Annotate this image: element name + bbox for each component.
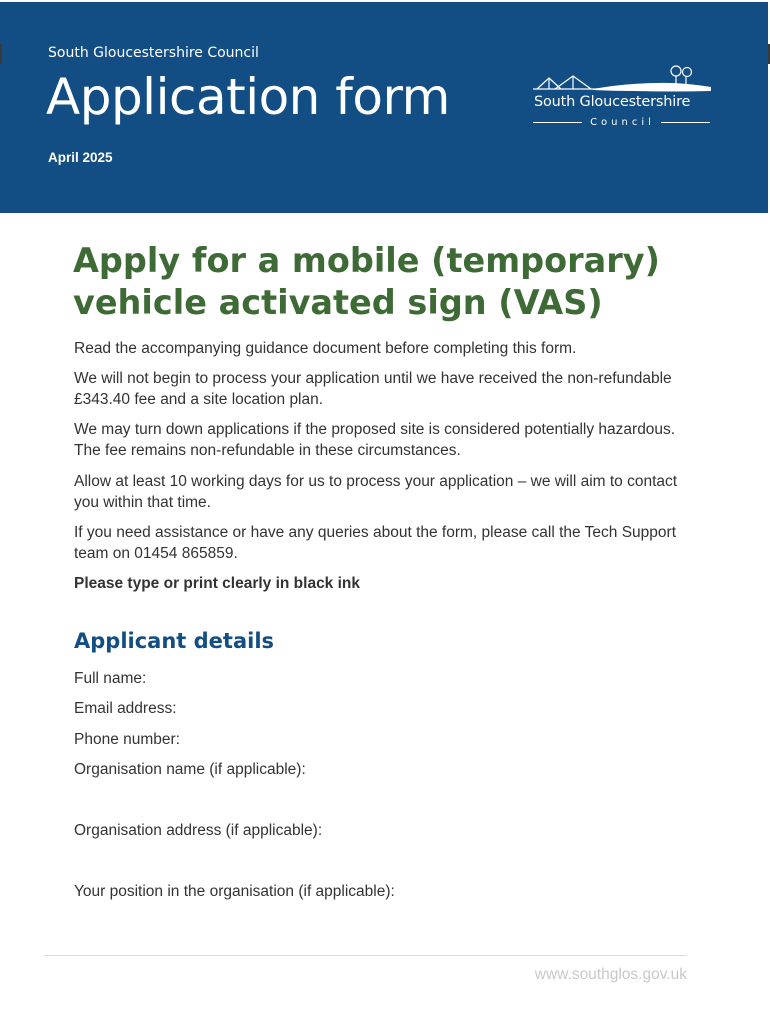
organisation-name-field[interactable]: Organisation name (if applicable):: [74, 761, 306, 778]
logo-rule-right: [661, 122, 710, 123]
footer-divider: [44, 955, 687, 956]
logo-subtitle: [533, 115, 710, 129]
form-type-title: Application form: [46, 68, 450, 126]
bridge-and-trees-logo-icon: [533, 62, 713, 96]
intro-paragraph-guidance: Read the accompanying guidance document before completing this form.: [74, 340, 577, 357]
document-title: Apply for a mobile (temporary) vehicle activated sign (VAS): [73, 241, 660, 322]
intro-paragraph-fee: We will not begin to process your application until we have received the non-refundable £343.40 fee and a site location plan.: [74, 370, 672, 408]
logo-rule-left: [533, 122, 582, 123]
form-date: April 2025: [48, 150, 113, 165]
intro-paragraph-hazard: We may turn down applications if the proposed site is considered potentially hazardous. The fee remains non-refundable in these circumstances.: [74, 421, 676, 459]
council-logo: [533, 62, 713, 132]
phone-number-field[interactable]: Phone number:: [74, 731, 180, 748]
logo-subtitle-text: Council: [590, 116, 655, 128]
organisation-name: South Gloucestershire Council: [48, 45, 259, 61]
applicant-details-heading: Applicant details: [74, 629, 275, 653]
header-banner: [0, 2, 768, 213]
page-edge-marker: [0, 44, 2, 64]
ink-instruction: Please type or print clearly in black ink: [74, 575, 361, 592]
email-address-field[interactable]: Email address:: [74, 700, 177, 717]
intro-paragraph-support: If you need assistance or have any queries about the form, please call the Tech Support team on 01454 865859.: [74, 524, 677, 562]
organisation-address-field[interactable]: Organisation address (if applicable):: [74, 822, 323, 839]
logo-name: South Gloucestershire: [534, 94, 691, 110]
full-name-field[interactable]: Full name:: [74, 670, 147, 687]
footer-website: www.southglos.gov.uk: [534, 966, 687, 983]
organisation-position-field[interactable]: Your position in the organisation (if applicable):: [74, 883, 395, 900]
intro-paragraph-timing: Allow at least 10 working days for us to process your application – we will aim to contact you within that time.: [74, 473, 678, 511]
